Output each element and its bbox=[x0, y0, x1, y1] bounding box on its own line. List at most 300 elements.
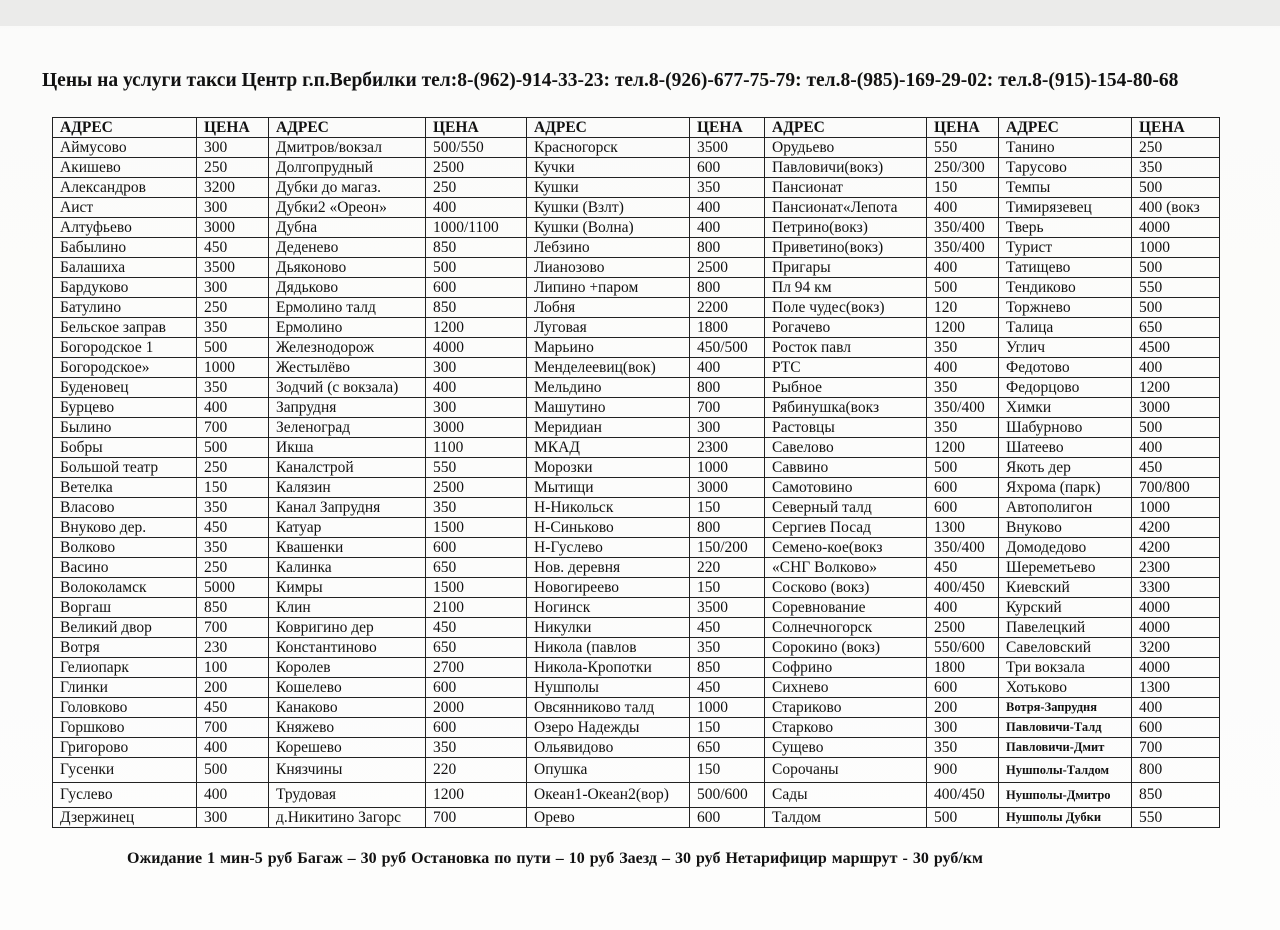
address-cell: Якоть дер bbox=[999, 458, 1132, 478]
address-cell: Волоколамск bbox=[53, 578, 197, 598]
address-cell: Озеро Надежды bbox=[527, 718, 690, 738]
price-cell: 2100 bbox=[426, 598, 527, 618]
address-cell: Дьяконово bbox=[269, 258, 426, 278]
price-cell: 300 bbox=[197, 278, 269, 298]
address-cell: Шереметьево bbox=[999, 558, 1132, 578]
address-cell: Павловичи(вокз) bbox=[765, 158, 927, 178]
column-header-price: ЦЕНА bbox=[690, 118, 765, 138]
address-cell: РТС bbox=[765, 358, 927, 378]
address-cell: Сергиев Посад bbox=[765, 518, 927, 538]
address-cell: Канаково bbox=[269, 698, 426, 718]
price-cell: 150 bbox=[927, 178, 999, 198]
address-cell: Марьино bbox=[527, 338, 690, 358]
address-cell: Машутино bbox=[527, 398, 690, 418]
address-cell: Павловичи-Талд bbox=[999, 718, 1132, 738]
price-cell: 850 bbox=[197, 598, 269, 618]
address-cell: Рябинушка(вокз bbox=[765, 398, 927, 418]
address-cell: Сихнево bbox=[765, 678, 927, 698]
address-cell: Никола (павлов bbox=[527, 638, 690, 658]
page-title: Цены на услуги такси Центр г.п.Вербилки тел:8-(962)-914-33-23: тел.8-(926)-677-75-79: тел.8-(985)-169-29-02: тел.8-(915)-154-80-68 bbox=[42, 70, 1179, 91]
address-cell: Корешево bbox=[269, 738, 426, 758]
price-cell: 250 bbox=[197, 558, 269, 578]
price-cell: 400 bbox=[927, 598, 999, 618]
address-cell: Лианозово bbox=[527, 258, 690, 278]
price-cell: 500 bbox=[197, 438, 269, 458]
price-cell: 450 bbox=[927, 558, 999, 578]
table-row bbox=[53, 198, 1220, 218]
address-cell: Алтуфьево bbox=[53, 218, 197, 238]
price-cell: 650 bbox=[426, 558, 527, 578]
address-cell: Волково bbox=[53, 538, 197, 558]
price-cell: 350/400 bbox=[927, 238, 999, 258]
price-cell: 350 bbox=[1132, 158, 1220, 178]
address-cell: Балашиха bbox=[53, 258, 197, 278]
table-row bbox=[53, 558, 1220, 578]
price-cell: 4500 bbox=[1132, 338, 1220, 358]
address-cell: Солнечногорск bbox=[765, 618, 927, 638]
price-cell: 350 bbox=[927, 418, 999, 438]
address-cell: Гусенки bbox=[53, 758, 197, 783]
address-cell: Богородское 1 bbox=[53, 338, 197, 358]
address-cell: Тарусово bbox=[999, 158, 1132, 178]
price-cell: 250 bbox=[197, 298, 269, 318]
price-cell: 500/600 bbox=[690, 783, 765, 808]
price-cell: 550 bbox=[927, 138, 999, 158]
address-cell: Головково bbox=[53, 698, 197, 718]
address-cell: Гуслево bbox=[53, 783, 197, 808]
column-header-price: ЦЕНА bbox=[927, 118, 999, 138]
price-cell: 500 bbox=[927, 808, 999, 828]
address-cell: Н-Синьково bbox=[527, 518, 690, 538]
address-cell: Торжнево bbox=[999, 298, 1132, 318]
address-cell: д.Никитино Загорс bbox=[269, 808, 426, 828]
price-cell: 4200 bbox=[1132, 518, 1220, 538]
address-cell: «СНГ Волково» bbox=[765, 558, 927, 578]
price-cell: 1200 bbox=[927, 438, 999, 458]
address-cell: Ковригино дер bbox=[269, 618, 426, 638]
address-cell: Княжево bbox=[269, 718, 426, 738]
price-cell: 900 bbox=[927, 758, 999, 783]
price-cell: 3200 bbox=[1132, 638, 1220, 658]
price-cell: 600 bbox=[690, 158, 765, 178]
price-cell: 1800 bbox=[690, 318, 765, 338]
address-cell: Власово bbox=[53, 498, 197, 518]
address-cell: Буденовец bbox=[53, 378, 197, 398]
price-cell: 2500 bbox=[927, 618, 999, 638]
address-cell: Нов. деревня bbox=[527, 558, 690, 578]
address-cell: Химки bbox=[999, 398, 1132, 418]
price-cell: 350 bbox=[197, 498, 269, 518]
address-cell: Сосково (вокз) bbox=[765, 578, 927, 598]
address-cell: Дзержинец bbox=[53, 808, 197, 828]
price-cell: 700 bbox=[690, 398, 765, 418]
table-row bbox=[53, 518, 1220, 538]
price-cell: 4000 bbox=[1132, 618, 1220, 638]
price-table bbox=[52, 117, 1220, 828]
address-cell: Катуар bbox=[269, 518, 426, 538]
address-cell: Королев bbox=[269, 658, 426, 678]
price-cell: 700 bbox=[426, 808, 527, 828]
address-cell: Жестылёво bbox=[269, 358, 426, 378]
price-cell: 600 bbox=[426, 718, 527, 738]
price-cell: 500 bbox=[927, 458, 999, 478]
address-cell: Софрино bbox=[765, 658, 927, 678]
price-cell: 400 bbox=[1132, 358, 1220, 378]
table-row bbox=[53, 678, 1220, 698]
price-cell: 800 bbox=[690, 518, 765, 538]
price-cell: 500 bbox=[197, 758, 269, 783]
address-cell: Приветино(вокз) bbox=[765, 238, 927, 258]
address-cell: Саввино bbox=[765, 458, 927, 478]
address-cell: Три вокзала bbox=[999, 658, 1132, 678]
address-cell: Горшково bbox=[53, 718, 197, 738]
table-row bbox=[53, 718, 1220, 738]
table-row bbox=[53, 783, 1220, 808]
column-header-price: ЦЕНА bbox=[1132, 118, 1220, 138]
address-cell: Кушки (Взлт) bbox=[527, 198, 690, 218]
address-cell: Семено-кое(вокз bbox=[765, 538, 927, 558]
address-cell: Железнодорож bbox=[269, 338, 426, 358]
price-cell: 3500 bbox=[690, 598, 765, 618]
price-cell: 400 bbox=[197, 738, 269, 758]
price-cell: 350 bbox=[197, 378, 269, 398]
address-cell: Павелецкий bbox=[999, 618, 1132, 638]
price-cell: 400/450 bbox=[927, 578, 999, 598]
price-cell: 250 bbox=[197, 158, 269, 178]
table-row bbox=[53, 618, 1220, 638]
address-cell: Аймусово bbox=[53, 138, 197, 158]
price-cell: 500 bbox=[927, 278, 999, 298]
price-cell: 500 bbox=[1132, 178, 1220, 198]
price-cell: 700 bbox=[1132, 738, 1220, 758]
price-cell: 1500 bbox=[426, 578, 527, 598]
table-row bbox=[53, 418, 1220, 438]
price-cell: 600 bbox=[690, 808, 765, 828]
address-cell: Дубна bbox=[269, 218, 426, 238]
address-cell: Никола-Кропотки bbox=[527, 658, 690, 678]
address-cell: Росток павл bbox=[765, 338, 927, 358]
column-header-address: АДРЕС bbox=[53, 118, 197, 138]
address-cell: Бабылино bbox=[53, 238, 197, 258]
table-row bbox=[53, 258, 1220, 278]
price-cell: 450/500 bbox=[690, 338, 765, 358]
address-cell: Углич bbox=[999, 338, 1132, 358]
address-cell: Бурцево bbox=[53, 398, 197, 418]
address-cell: Самотовино bbox=[765, 478, 927, 498]
table-row bbox=[53, 438, 1220, 458]
address-cell: Великий двор bbox=[53, 618, 197, 638]
address-cell: Новогиреево bbox=[527, 578, 690, 598]
address-cell: Нушполы-Дмитро bbox=[999, 783, 1132, 808]
address-cell: Аист bbox=[53, 198, 197, 218]
address-cell: Ветелка bbox=[53, 478, 197, 498]
price-cell: 3200 bbox=[197, 178, 269, 198]
address-cell: Внуково bbox=[999, 518, 1132, 538]
table-row bbox=[53, 138, 1220, 158]
address-cell: Кошелево bbox=[269, 678, 426, 698]
price-cell: 800 bbox=[690, 278, 765, 298]
price-cell: 2300 bbox=[690, 438, 765, 458]
price-cell: 350 bbox=[927, 378, 999, 398]
address-cell: Ольявидово bbox=[527, 738, 690, 758]
address-cell: Дубки до магаз. bbox=[269, 178, 426, 198]
address-cell: Савелово bbox=[765, 438, 927, 458]
price-cell: 600 bbox=[426, 538, 527, 558]
address-cell: Менделеевиц(вок) bbox=[527, 358, 690, 378]
address-cell: Липино +паром bbox=[527, 278, 690, 298]
price-cell: 500/550 bbox=[426, 138, 527, 158]
address-cell: Вотря-Запрудня bbox=[999, 698, 1132, 718]
price-cell: 3000 bbox=[1132, 398, 1220, 418]
address-cell: МКАД bbox=[527, 438, 690, 458]
price-cell: 500 bbox=[1132, 418, 1220, 438]
price-cell: 2500 bbox=[690, 258, 765, 278]
price-cell: 300 bbox=[197, 808, 269, 828]
address-cell: Воргаш bbox=[53, 598, 197, 618]
price-cell: 300 bbox=[426, 358, 527, 378]
price-cell: 500 bbox=[1132, 298, 1220, 318]
price-cell: 550 bbox=[1132, 808, 1220, 828]
table-row bbox=[53, 538, 1220, 558]
address-cell: Ермолино талд bbox=[269, 298, 426, 318]
price-cell: 120 bbox=[927, 298, 999, 318]
price-cell: 700 bbox=[197, 418, 269, 438]
price-cell: 550/600 bbox=[927, 638, 999, 658]
address-cell: Дмитров/вокзал bbox=[269, 138, 426, 158]
price-cell: 350/400 bbox=[927, 398, 999, 418]
footer-note: Ожидание 1 мин-5 руб Багаж – 30 руб Остановка по пути – 10 руб Заезд – 30 руб Нетарифицир маршрут - 30 руб/км bbox=[127, 850, 983, 867]
address-cell: Пригары bbox=[765, 258, 927, 278]
address-cell: Калязин bbox=[269, 478, 426, 498]
address-cell: Нушполы-Талдом bbox=[999, 758, 1132, 783]
price-cell: 150 bbox=[690, 498, 765, 518]
address-cell: Луговая bbox=[527, 318, 690, 338]
price-cell: 1000 bbox=[690, 458, 765, 478]
price-cell: 350/400 bbox=[927, 218, 999, 238]
address-cell: Турист bbox=[999, 238, 1132, 258]
price-cell: 3500 bbox=[690, 138, 765, 158]
address-cell: Зодчий (с вокзала) bbox=[269, 378, 426, 398]
address-cell: Морозки bbox=[527, 458, 690, 478]
price-cell: 700/800 bbox=[1132, 478, 1220, 498]
price-cell: 350 bbox=[927, 338, 999, 358]
table-row bbox=[53, 318, 1220, 338]
address-cell: Тверь bbox=[999, 218, 1132, 238]
address-cell: Васино bbox=[53, 558, 197, 578]
table-row bbox=[53, 658, 1220, 678]
table-row bbox=[53, 498, 1220, 518]
price-cell: 350 bbox=[426, 498, 527, 518]
price-cell: 150 bbox=[690, 758, 765, 783]
price-cell: 300 bbox=[927, 718, 999, 738]
address-cell: Вотря bbox=[53, 638, 197, 658]
address-cell: Океан1-Океан2(вор) bbox=[527, 783, 690, 808]
address-cell: Сады bbox=[765, 783, 927, 808]
table-row bbox=[53, 758, 1220, 783]
price-cell: 600 bbox=[927, 498, 999, 518]
address-cell: Пл 94 км bbox=[765, 278, 927, 298]
price-cell: 2000 bbox=[426, 698, 527, 718]
table-row bbox=[53, 638, 1220, 658]
price-cell: 350 bbox=[690, 178, 765, 198]
address-cell: Калинка bbox=[269, 558, 426, 578]
address-cell: Дубки2 «Ореон» bbox=[269, 198, 426, 218]
table-row bbox=[53, 398, 1220, 418]
address-cell: Павловичи-Дмит bbox=[999, 738, 1132, 758]
address-cell: Запрудня bbox=[269, 398, 426, 418]
address-cell: Н-Никольск bbox=[527, 498, 690, 518]
price-cell: 5000 bbox=[197, 578, 269, 598]
table-header-row bbox=[53, 118, 1220, 138]
address-cell: Былино bbox=[53, 418, 197, 438]
price-cell: 800 bbox=[1132, 758, 1220, 783]
address-cell: Гелиопарк bbox=[53, 658, 197, 678]
table-row bbox=[53, 298, 1220, 318]
address-cell: Акишево bbox=[53, 158, 197, 178]
address-cell: Рогачево bbox=[765, 318, 927, 338]
price-cell: 150/200 bbox=[690, 538, 765, 558]
price-cell: 450 bbox=[690, 678, 765, 698]
address-cell: Орево bbox=[527, 808, 690, 828]
price-cell: 600 bbox=[927, 678, 999, 698]
address-cell: Ермолино bbox=[269, 318, 426, 338]
price-cell: 300 bbox=[426, 398, 527, 418]
address-cell: Н-Гуслево bbox=[527, 538, 690, 558]
price-cell: 2500 bbox=[426, 478, 527, 498]
price-cell: 400 bbox=[197, 398, 269, 418]
price-cell: 400 bbox=[426, 198, 527, 218]
price-cell: 850 bbox=[690, 658, 765, 678]
address-cell: Старково bbox=[765, 718, 927, 738]
price-cell: 450 bbox=[690, 618, 765, 638]
address-cell: Шатеево bbox=[999, 438, 1132, 458]
price-cell: 1200 bbox=[927, 318, 999, 338]
price-cell: 4200 bbox=[1132, 538, 1220, 558]
table-body bbox=[53, 138, 1220, 828]
table-row bbox=[53, 578, 1220, 598]
price-cell: 650 bbox=[426, 638, 527, 658]
price-cell: 1300 bbox=[1132, 678, 1220, 698]
price-cell: 650 bbox=[1132, 318, 1220, 338]
price-cell: 250 bbox=[197, 458, 269, 478]
address-cell: Домодедово bbox=[999, 538, 1132, 558]
column-header-price: ЦЕНА bbox=[426, 118, 527, 138]
address-cell: Шабурново bbox=[999, 418, 1132, 438]
table-row bbox=[53, 378, 1220, 398]
address-cell: Кучки bbox=[527, 158, 690, 178]
price-cell: 300 bbox=[197, 198, 269, 218]
price-cell: 400 bbox=[927, 358, 999, 378]
table-row bbox=[53, 218, 1220, 238]
address-cell: Мельдино bbox=[527, 378, 690, 398]
price-cell: 250 bbox=[1132, 138, 1220, 158]
address-cell: Опушка bbox=[527, 758, 690, 783]
price-cell: 2500 bbox=[426, 158, 527, 178]
address-cell: Темпы bbox=[999, 178, 1132, 198]
price-cell: 150 bbox=[690, 578, 765, 598]
price-cell: 450 bbox=[1132, 458, 1220, 478]
address-cell: Киевский bbox=[999, 578, 1132, 598]
price-cell: 230 bbox=[197, 638, 269, 658]
address-cell: Каналстрой bbox=[269, 458, 426, 478]
address-cell: Трудовая bbox=[269, 783, 426, 808]
address-cell: Квашенки bbox=[269, 538, 426, 558]
price-cell: 1200 bbox=[426, 783, 527, 808]
table-row bbox=[53, 598, 1220, 618]
price-cell: 550 bbox=[426, 458, 527, 478]
price-cell: 500 bbox=[197, 338, 269, 358]
price-cell: 3000 bbox=[690, 478, 765, 498]
price-cell: 600 bbox=[1132, 718, 1220, 738]
price-cell: 400 bbox=[1132, 698, 1220, 718]
address-cell: Бобры bbox=[53, 438, 197, 458]
price-cell: 400 bbox=[1132, 438, 1220, 458]
price-cell: 400/450 bbox=[927, 783, 999, 808]
column-header-address: АДРЕС bbox=[269, 118, 426, 138]
price-cell: 450 bbox=[197, 238, 269, 258]
price-cell: 450 bbox=[197, 518, 269, 538]
address-cell: Курский bbox=[999, 598, 1132, 618]
address-cell: Красногорск bbox=[527, 138, 690, 158]
table-row bbox=[53, 278, 1220, 298]
price-cell: 1000 bbox=[690, 698, 765, 718]
price-cell: 350 bbox=[426, 738, 527, 758]
price-cell: 350/400 bbox=[927, 538, 999, 558]
price-cell: 1000 bbox=[1132, 238, 1220, 258]
address-cell: Овсянниково талд bbox=[527, 698, 690, 718]
price-cell: 200 bbox=[927, 698, 999, 718]
address-cell: Деденево bbox=[269, 238, 426, 258]
price-cell: 1100 bbox=[426, 438, 527, 458]
price-cell: 800 bbox=[690, 378, 765, 398]
address-cell: Лебзино bbox=[527, 238, 690, 258]
price-cell: 550 bbox=[1132, 278, 1220, 298]
address-cell: Нушполы bbox=[527, 678, 690, 698]
price-cell: 450 bbox=[426, 618, 527, 638]
address-cell: Нушполы Дубки bbox=[999, 808, 1132, 828]
address-cell: Глинки bbox=[53, 678, 197, 698]
price-cell: 350 bbox=[690, 638, 765, 658]
address-cell: Талдом bbox=[765, 808, 927, 828]
address-cell: Богородское» bbox=[53, 358, 197, 378]
price-cell: 3500 bbox=[197, 258, 269, 278]
price-cell: 300 bbox=[690, 418, 765, 438]
address-cell: Хотьково bbox=[999, 678, 1132, 698]
price-cell: 1300 bbox=[927, 518, 999, 538]
address-cell: Клин bbox=[269, 598, 426, 618]
table-row bbox=[53, 178, 1220, 198]
price-cell: 500 bbox=[1132, 258, 1220, 278]
address-cell: Александров bbox=[53, 178, 197, 198]
address-cell: Бельское заправ bbox=[53, 318, 197, 338]
price-cell: 200 bbox=[197, 678, 269, 698]
price-cell: 220 bbox=[690, 558, 765, 578]
price-cell: 4000 bbox=[1132, 598, 1220, 618]
address-cell: Рыбное bbox=[765, 378, 927, 398]
price-cell: 4000 bbox=[426, 338, 527, 358]
table-row bbox=[53, 478, 1220, 498]
price-cell: 400 (вокз bbox=[1132, 198, 1220, 218]
table-row bbox=[53, 738, 1220, 758]
price-cell: 2300 bbox=[1132, 558, 1220, 578]
price-cell: 1000 bbox=[1132, 498, 1220, 518]
address-cell: Поле чудес(вокз) bbox=[765, 298, 927, 318]
price-cell: 700 bbox=[197, 718, 269, 738]
address-cell: Стариково bbox=[765, 698, 927, 718]
price-cell: 4000 bbox=[1132, 658, 1220, 678]
price-cell: 500 bbox=[426, 258, 527, 278]
column-header-price: ЦЕНА bbox=[197, 118, 269, 138]
